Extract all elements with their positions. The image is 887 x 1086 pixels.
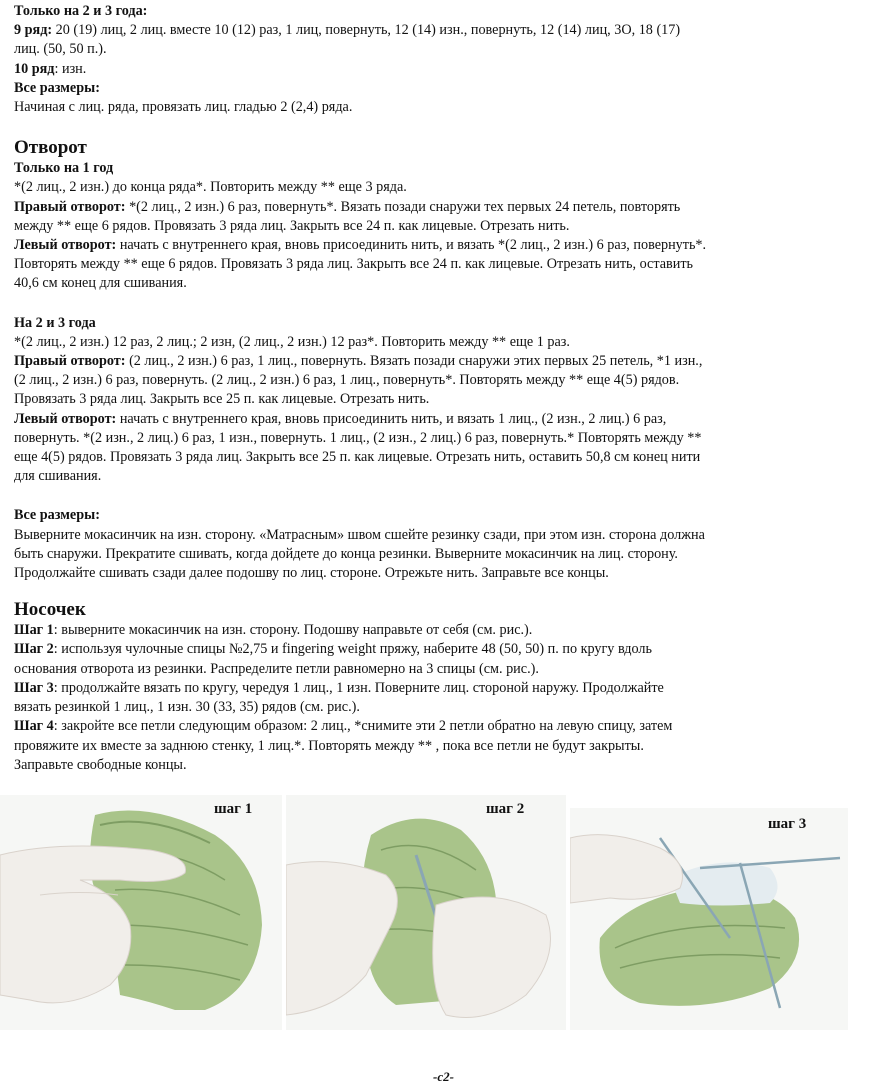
left-cuff-line-3: 40,6 см конец для сшивания.	[14, 275, 187, 292]
step3-line-1: Шаг 3: продолжайте вязать по кругу, чередуя 1 лиц., 1 изн. Поверните лиц. стороной наружу. Продолжайте	[14, 679, 664, 696]
right-cuff2-line-3: Провязать 3 ряда лиц. Закрыть все 25 п. как лицевые. Отрезать нить.	[14, 391, 430, 408]
right-cuff-line-1: Правый отворот: *(2 лиц., 2 изн.) 6 раз, повернуть*. Вязать позади снаружи тех первых 24 петель, повторять	[14, 198, 681, 215]
step-1-photo	[0, 795, 282, 1030]
sub1-line: *(2 лиц., 2 изн.) до конца ряда*. Повторить между ** еще 3 ряда.	[14, 179, 407, 196]
all-sizes-text: Начиная с лиц. ряда, провязать лиц. гладью 2 (2,4) ряда.	[14, 99, 353, 116]
step2-line-2: основания отворота из резинки. Распределите петли равномерно на 3 спицы (см. рис.).	[14, 660, 539, 677]
all-sizes2-heading: Все размеры:	[14, 507, 100, 524]
step2-line-1: Шаг 2: используя чулочные спицы №2,75 и fingering weight пряжу, наберите 48 (50, 50) п. по кругу вдоль	[14, 641, 652, 658]
row-9-line-2: лиц. (50, 50 п.).	[14, 41, 107, 58]
step4-line-1: Шаг 4: закройте все петли следующим образом: 2 лиц., *снимите эти 2 петли обратно на левую спицу, затем	[14, 718, 673, 735]
page-number: -c2-	[433, 1069, 454, 1084]
step3-line-2: вязать резинкой 1 лиц., 1 изн. 30 (33, 35) рядов (см. рис.).	[14, 699, 360, 716]
section-title-toe: Носочек	[14, 599, 86, 621]
row-9-line-1: 9 ряд: 20 (19) лиц, 2 лиц. вместе 10 (12) раз, 1 лиц, повернуть, 12 (14) изн., повернуть, 12 (14) лиц, 3О, 18 (17)	[14, 22, 681, 39]
all-sizes2-line-1: Выверните мокасинчик на изн. сторону. «Матрасным» швом сшейте резинку сзади, при этом изн. сторона должна	[14, 526, 705, 543]
row-9-label: 9 ряд:	[14, 22, 53, 39]
section-title-cuff: Отворот	[14, 137, 87, 159]
right-cuff2-line-2: (2 лиц., 2 изн.) 6 раз, повернуть. (2 лиц., 2 изн.) 6 раз, 1 лиц., повернуть*. Повторять между ** еще 4(5) рядов.	[14, 372, 680, 389]
s1-heading: Только на 2 и 3 года:	[14, 3, 148, 19]
step-2-photo	[286, 795, 566, 1030]
left-cuff2-line-1: Левый отворот: начать с внутреннего края, вновь присоединить нить, и вязать 1 лиц., (2 изн., 2 лиц.) 6 раз,	[14, 410, 667, 427]
right-cuff-line-2: между ** еще 6 рядов. Провязать 3 ряда лиц. Закрыть все 24 п. как лицевые. Отрезать нить.	[14, 217, 570, 234]
all-sizes2-line-3: Продолжайте сшивать сзади далее подошву по лиц. стороне. Отрежьте нить. Заправьте все концы.	[14, 565, 609, 582]
left-cuff2-line-4: для сшивания.	[14, 468, 102, 485]
sub1-heading: Только на 1 год	[14, 160, 114, 177]
step-3-photo	[570, 808, 848, 1030]
right-cuff2-line-1: Правый отворот: (2 лиц., 2 изн.) 6 раз, 1 лиц., повернуть. Вязать позади снаружи этих первых 25 петель, *1 изн.,	[14, 353, 703, 370]
all-sizes2-line-2: быть снаружи. Прекратите сшивать, когда дойдете до конца резинки. Выверните мокасинчик на лиц. сторону.	[14, 545, 678, 562]
all-sizes-label: Все размеры:	[14, 79, 100, 96]
step4-line-2: провяжите их вместе за заднюю стенку, 1 лиц.*. Повторять между ** , пока все петли не будут закрыты.	[14, 737, 644, 754]
step-3-label: шаг 3	[768, 816, 807, 832]
sub2-heading: На 2 и 3 года	[14, 314, 96, 331]
step4-line-3: Заправьте свободные концы.	[14, 756, 187, 773]
step-1-label: шаг 1	[214, 801, 253, 817]
left-cuff2-line-2: повернуть. *(2 изн., 2 лиц.) 6 раз, 1 изн., повернуть. 1 лиц., (2 изн., 2 лиц.) 6 раз, повернуть.* Повторять между **	[14, 429, 702, 446]
row-10: 10 ряд: изн.	[14, 60, 87, 77]
left-cuff-line-1: Левый отворот: начать с внутреннего края, вновь присоединить нить, и вязать *(2 лиц., 2 изн.) 6 раз, повернуть*.	[14, 237, 707, 254]
step-2-label: шаг 2	[486, 801, 525, 817]
step1-line: Шаг 1: выверните мокасинчик на изн. сторону. Подошву направьте от себя (см. рис.).	[14, 622, 533, 639]
left-cuff2-line-3: еще 4(5) рядов. Провязать 3 ряда лиц. Закрыть все 25 п. как лицевые. Отрезать нить, оставить 50,8 см конец нити	[14, 449, 701, 466]
left-cuff-line-2: Повторять между ** еще 6 рядов. Провязать 3 ряда лиц. Закрыть все 24 п. как лицевые. Отрезать нить, оставить	[14, 256, 693, 273]
pattern-text	[14, 2, 834, 775]
sub2-line: *(2 лиц., 2 изн.) 12 раз, 2 лиц.; 2 изн, (2 лиц., 2 изн.) 12 раз*. Повторить между ** еще 1 раз.	[14, 333, 570, 350]
